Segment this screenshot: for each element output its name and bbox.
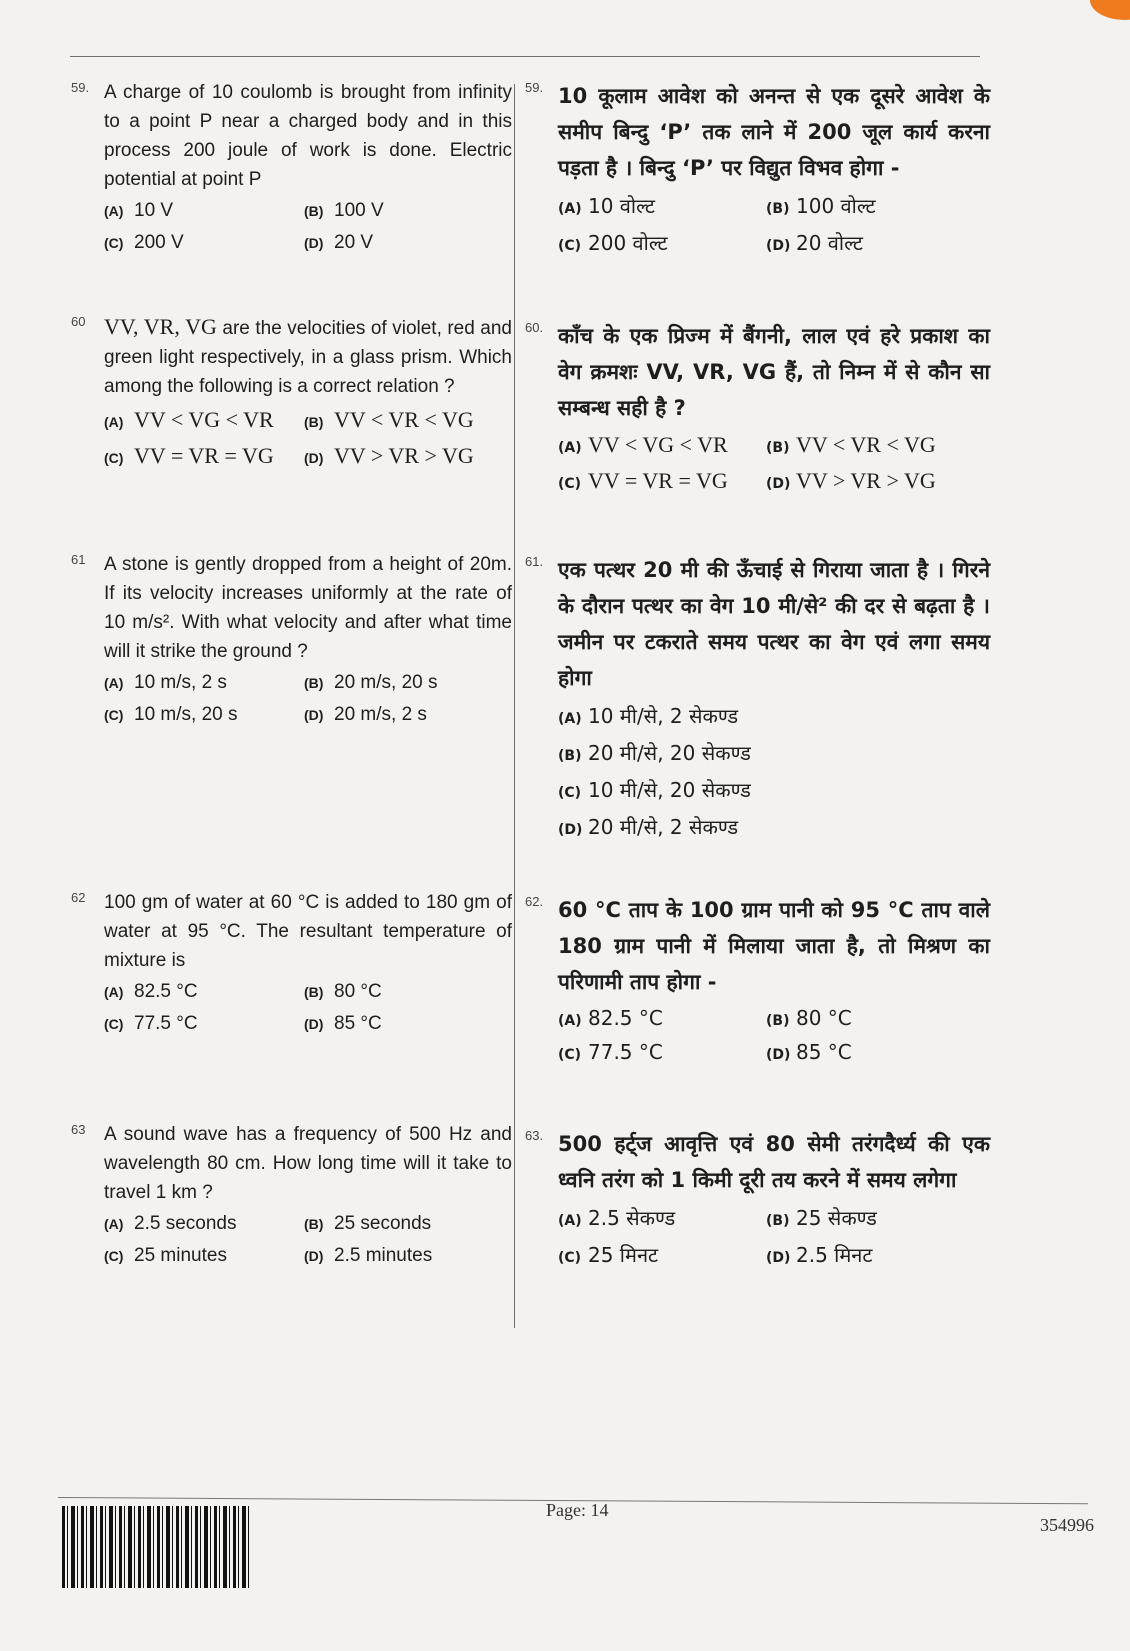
options [558,702,990,840]
velocity-symbols: VV, VR, VG [104,314,217,339]
option-a: (A) 82.5 °C [558,1006,663,1030]
option-b: (B) 80 °C [304,981,382,1002]
option-a: (A) 10 V [104,200,174,221]
option-b: (B) 100 वोल्ट [766,194,876,218]
question-text: A stone is gently dropped from a height of 20m. If its velocity increases uniformly at the rate of 10 m/s². With what velocity and after what time will it strike the ground ? [104,554,512,662]
option-c: (C) VV = VR = VG [558,468,728,493]
option-a: (A) 2.5 सेकण्ड [558,1206,676,1230]
question-62-hi [522,892,990,1064]
question-number: 59. [525,80,544,95]
question-61-en [68,550,512,726]
option-b: (B) 80 °C [766,1006,852,1030]
option-a: (A) VV < VG < VR [104,407,274,432]
option-d: (D) 85 °C [766,1040,852,1064]
top-divider [70,56,980,57]
option-d: (D) 2.5 minutes [304,1245,433,1266]
page-corner-mark [1090,0,1130,20]
option-c: (C) 10 m/s, 20 s [104,704,238,725]
question-59-hi [522,78,990,256]
options [558,192,990,256]
question-60-hi [522,318,990,494]
option-d: (D) VV > VR > VG [304,443,474,468]
option-d: (D) 85 °C [304,1013,382,1034]
question-text: 100 gm of water at 60 °C is added to 180 gm of water at 95 °C. The resultant temperature of mixture is [104,892,512,971]
option-c: (C) 77.5 °C [104,1013,198,1034]
question-number: 63. [525,1128,544,1143]
options [104,981,512,1035]
question-61-hi [522,552,990,840]
option-a: (A) 82.5 °C [104,981,198,1002]
question-63-en [68,1120,512,1267]
question-number: 59. [71,80,90,95]
question-60-en [68,312,512,469]
options [104,200,512,254]
option-d: (D) 2.5 मिनट [766,1243,873,1267]
option-b: (B) VV < VR < VG [304,407,474,432]
paper-code: 354996 [1040,1515,1094,1535]
options [104,1213,512,1267]
option-a: (A) 10 वोल्ट [558,194,655,218]
question-text: A charge of 10 coulomb is brought from infinity to a point P near a charged body and in this process 200 joule of work is done. Electric potential at point P [104,82,512,190]
option-d: (D) 20 m/s, 2 s [304,704,427,725]
question-text: 10 कूलाम आवेश को अनन्त से एक दूसरे आवेश के समीप बिन्दु ‘P’ तक लाने में 200 जूल कार्य करना पड़ता है । बिन्दु ‘P’ पर विद्युत विभव होगा - [558,84,990,180]
options [558,1204,990,1268]
option-d: (D) 20 मी/से, 2 सेकण्ड [558,815,739,839]
question-text: एक पत्थर 20 मी की ऊँचाई से गिराया जाता है । गिरने के दौरान पत्थर का वेग 10 मी/से² की दर से बढ़ता है । जमीन पर टकराते समय पत्थर का वेग एवं लगा समय होगा [558,558,990,690]
option-c: (C) 25 minutes [104,1245,227,1266]
option-b: (B) 20 मी/से, 20 सेकण्ड [558,741,751,765]
options [558,1006,990,1064]
option-c: (C) 25 मिनट [558,1243,659,1267]
option-b: (B) VV < VR < VG [766,432,936,457]
column-divider [514,84,515,1328]
option-a: (A) 10 m/s, 2 s [104,672,227,693]
question-number: 63 [71,1122,86,1137]
option-c: (C) 200 V [104,232,184,253]
option-c: (C) 77.5 °C [558,1040,663,1064]
options [558,432,990,494]
option-a: (A) VV < VG < VR [558,432,728,457]
question-text: 500 हर्ट्ज आवृत्ति एवं 80 सेमी तरंगदैर्ध्य की एक ध्वनि तरंग को 1 किमी दूरी तय करने में समय लगेगा [558,1132,990,1192]
option-d: (D) VV > VR > VG [766,468,936,493]
options [104,407,512,469]
question-number: 62. [525,894,544,909]
option-b: (B) 25 seconds [304,1213,432,1234]
option-b: (B) 25 सेकण्ड [766,1206,877,1230]
option-c: (C) 10 मी/से, 20 सेकण्ड [558,778,751,802]
option-d: (D) 20 वोल्ट [766,231,863,255]
question-number: 61 [71,552,86,567]
question-text: VV, VR, VG are the velocities of violet, red and green light respectively, in a glass prism. Which among the following is a correct relation ? [104,314,512,397]
question-59-en [68,78,512,254]
option-b: (B) 20 m/s, 20 s [304,672,438,693]
question-number: 60 [71,314,86,329]
question-text: काँच के एक प्रिज्म में बैंगनी, लाल एवं हरे प्रकाश का वेग क्रमशः VV, VR, VG हैं, तो निम्न में से कौन सा सम्बन्ध सही है ? [558,324,990,420]
option-a: (A) 10 मी/से, 2 सेकण्ड [558,704,739,728]
question-number: 62 [71,890,86,905]
page-number: Page: 14 [546,1500,609,1520]
option-c: (C) 200 वोल्ट [558,231,668,255]
option-c: (C) VV = VR = VG [104,443,274,468]
option-a: (A) 2.5 seconds [104,1213,237,1234]
question-text: 60 °C ताप के 100 ग्राम पानी को 95 °C ताप वाले 180 ग्राम पानी में मिलाया जाता है, तो मिश्रण का परिणामी ताप होगा - [558,898,990,994]
options [104,672,512,726]
option-b: (B) 100 V [304,200,384,221]
question-63-hi [522,1126,990,1268]
question-62-en [68,888,512,1035]
question-number: 60. [525,320,544,335]
question-text: A sound wave has a frequency of 500 Hz and wavelength 80 cm. How long time will it take to travel 1 km ? [104,1124,512,1203]
option-d: (D) 20 V [304,232,374,253]
question-number: 61. [525,554,544,569]
barcode-image [62,1506,252,1588]
